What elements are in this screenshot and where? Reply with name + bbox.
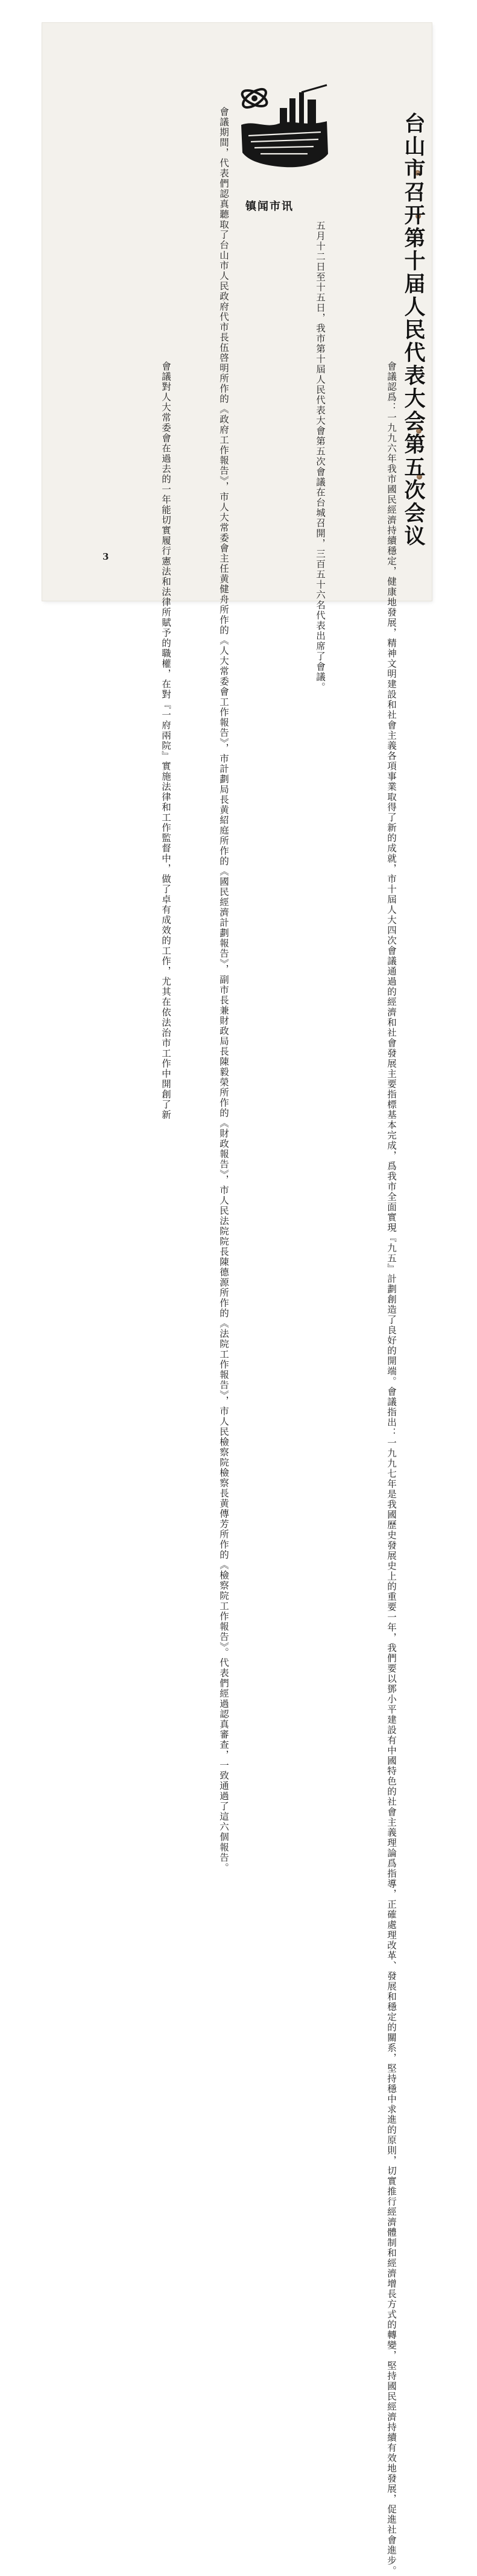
page-number: 3 [103, 551, 109, 562]
section-woodcut-illustration [236, 81, 333, 184]
lead-paragraph: 五月十二日至十五日，我市第十屆人民代表大會第五次會議在台城召開，三百五十六名代表出席了會議。 [315, 221, 326, 692]
paragraph-standing-committee: 會議對人大常委會在過去的一年能切實履行憲法和法律所賦予的職權，在對『一府兩院』實施法律和工作監督中，做了卓有成效的工作，尤其在依法治市工作中開創了新 [160, 361, 171, 1120]
paragraph-meeting-conclusions: 會議認爲：一九九六年我市國民經濟持續穩定，健康地發展，精神文明建設和社會主義各項事業取得了新的成就，市十屆人大四次會議通過的經濟和社會發展主要指標基本完成，爲我市全面實現『九五』計劃創造了良好的開端。會議指出：一九九七年是我國歷史發展史上的重要一年，我們要以鄧小平建設有中國特色的社會主義理論爲指導，正確處理改革、發展和穩定的關系，堅持穩中求進的原則，切實推行經濟體制和經濟增長方式的轉變，堅持國民經濟持續有效地發展，促進社會進步。 [386, 361, 397, 2576]
book-page [42, 23, 432, 2576]
article-title: 台山市召开第十届人民代表大会第五次会议 [401, 112, 425, 548]
paragraph-meeting-reports: 會議期間，代表們認真聽取了台山市人民政府代市長伍啓明所作的《政府工作報告》，市人大常委會主任黄健舟所作的《人大常委會工作報告》，市計劃局長黄紹庭所作的《國民經濟計劃報告》，副市長兼財政局長陳毅榮所作的《財政報告》，市人民法院院長陳德源所作的《法院工作報告》，市人民檢察院檢察長黄傳芳所作的《檢察院工作報告》。代表們經過認真審查，一致通過了這六個報告。 [218, 107, 229, 1873]
column-rubric: 镇闻市讯 [245, 200, 294, 213]
